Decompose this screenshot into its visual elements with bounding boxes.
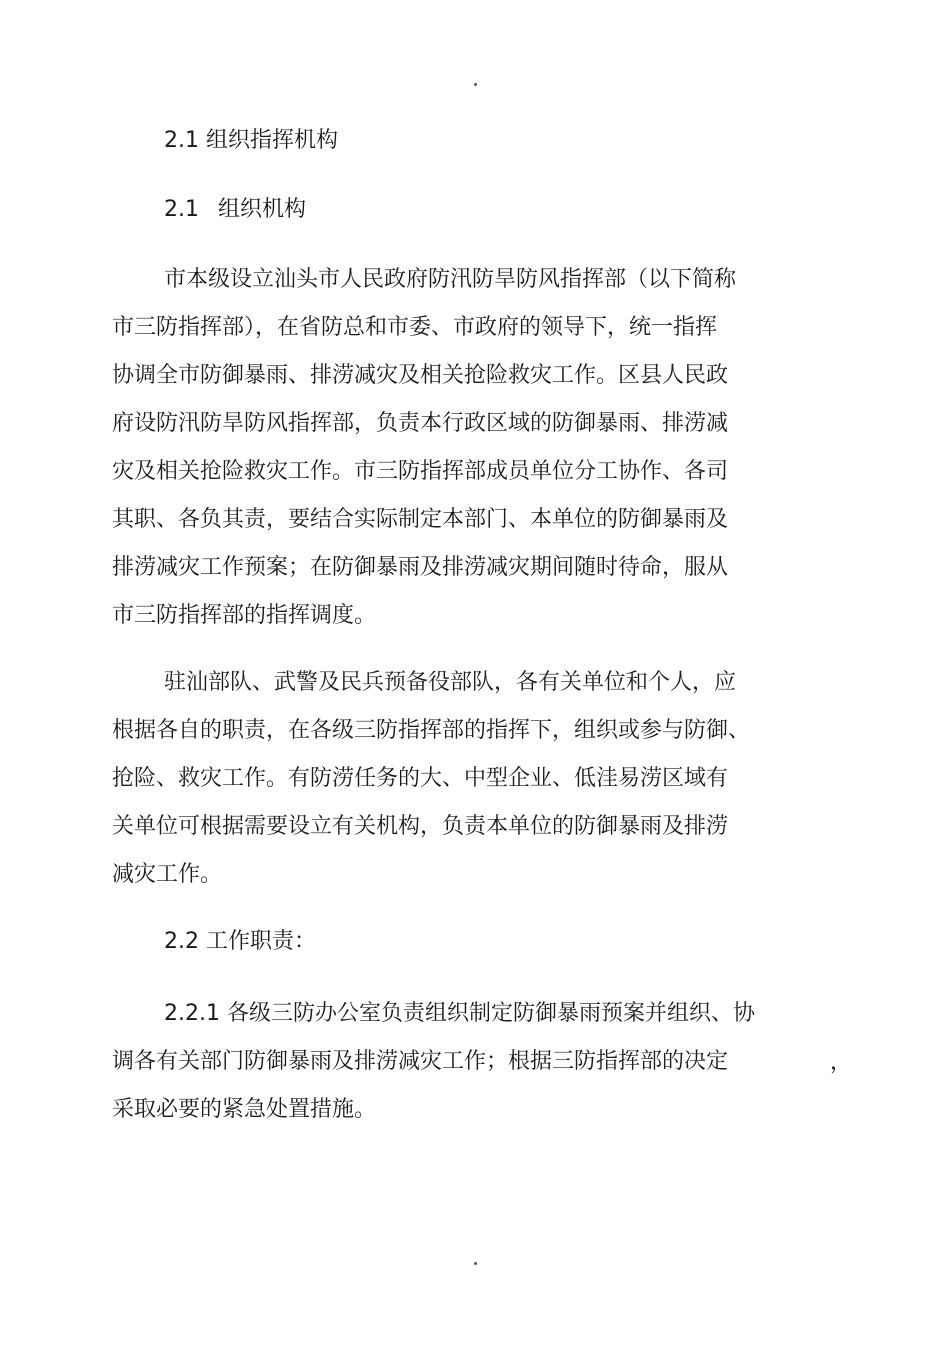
paragraph-line: 市三防指挥部），在省防总和市委、市政府的领导下，统一指挥 xyxy=(112,315,718,340)
paragraph-line: 灾及相关抢险救灾工作。市三防指挥部成员单位分工协作、各司 xyxy=(112,459,729,484)
paragraph-line: 2.2.1 各级三防办公室负责组织制定防御暴雨预案并组织、协 xyxy=(164,1001,755,1026)
paragraph-line: 府设防汛防旱防风指挥部，负责本行政区域的防御暴雨、排涝减 xyxy=(112,411,729,436)
paragraph-line: 关单位可根据需要设立有关机构，负责本单位的防御暴雨及排涝 xyxy=(112,814,729,839)
paragraph-line: 抢险、救灾工作。有防涝任务的大、中型企业、低洼易涝区域有 xyxy=(112,766,729,791)
paragraph-units xyxy=(112,659,772,899)
subsection-number: 2.1 xyxy=(164,197,199,222)
page-dot-top xyxy=(474,83,477,86)
paragraph-line: 调各有关部门防御暴雨及排涝减灾工作；根据三防指挥部的决定 xyxy=(112,1049,729,1074)
paragraph-line: 市本级设立汕头市人民政府防汛防旱防风指挥部（以下简称 xyxy=(164,267,737,292)
section-heading-2-1: 2.1 组织指挥机构 xyxy=(164,128,338,153)
paragraph-line: 根据各自的职责，在各级三防指挥部的指挥下，组织或参与防御、 xyxy=(112,718,751,743)
paragraph-line: 协调全市防御暴雨、排涝减灾及相关抢险救灾工作。区县人民政 xyxy=(112,363,729,388)
paragraph-line: 减灾工作。 xyxy=(112,862,223,887)
paragraph-organization xyxy=(112,256,772,640)
section-heading-2-2: 2.2 工作职责： xyxy=(164,929,316,954)
trailing-comma: ， xyxy=(830,1050,853,1075)
paragraph-duties xyxy=(112,990,772,1134)
paragraph-line: 驻汕部队、武警及民兵预备役部队，各有关单位和个人，应 xyxy=(164,670,737,695)
paragraph-line: 其职、各负其责，要结合实际制定本部门、本单位的防御暴雨及 xyxy=(112,507,729,532)
paragraph-line: 采取必要的紧急处置措施。 xyxy=(112,1097,377,1122)
paragraph-line: 排涝减灾工作预案；在防御暴雨及排涝减灾期间随时待命，服从 xyxy=(112,555,729,580)
paragraph-line: 市三防指挥部的指挥调度。 xyxy=(112,603,377,628)
page-dot-bottom xyxy=(474,1262,477,1265)
subsection-title: 组织机构 xyxy=(218,197,307,222)
subsection-heading xyxy=(164,195,306,225)
